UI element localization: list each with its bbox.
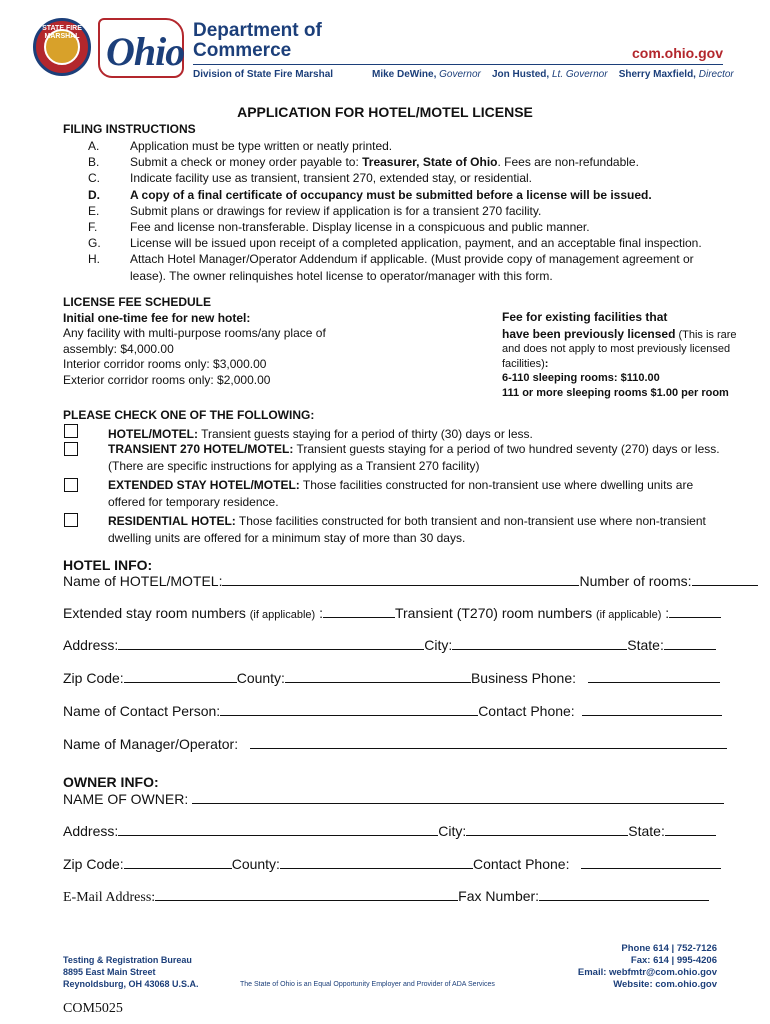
county-label: County:: [231, 856, 280, 872]
contact-phone-field[interactable]: [582, 714, 722, 716]
instruction-text: Attach Hotel Manager/Operator Addendum if applicable. (Must provide copy of management agreement or lease). The owner relinquishes hotel license to operator/manager with this form.: [130, 252, 694, 283]
fax-label: Fax Number:: [458, 888, 540, 904]
option-text: Those facilities constructed for both transient and non-transient use where non-transient dwelling units are offered for a minimum stay of more than 30 days.: [108, 514, 706, 545]
footer-phone: Phone 614 | 752-7126: [621, 943, 717, 954]
t270-rooms-field[interactable]: [669, 616, 721, 618]
zip-label: Zip Code:: [63, 670, 124, 686]
lt-governor-title: Lt. Governor: [551, 69, 608, 80]
ext-rooms-field[interactable]: [323, 616, 395, 618]
instruction-item: [88, 251, 730, 283]
fee-line: Any facility with multi-purpose rooms/any place of: [63, 326, 326, 340]
owner-email-field[interactable]: [155, 899, 458, 901]
option-text: Those facilities constructed for non-transient use where dwelling units are offered for temporary residence.: [108, 478, 694, 509]
hotel-state-field[interactable]: [664, 648, 716, 650]
existing-fee-colon: :: [544, 357, 549, 370]
owner-zip-row: [63, 856, 721, 872]
instruction-item: [88, 187, 730, 203]
instruction-item: [88, 154, 730, 170]
governor-name: Mike DeWine,: [372, 69, 437, 80]
instruction-text: Fee and license non-transferable. Display license in a conspicuous and public manner.: [130, 220, 590, 235]
instruction-letter: G.: [88, 236, 101, 251]
officials-line: [372, 69, 734, 80]
hotel-zip-row: [63, 670, 720, 686]
extended-stay-checkbox[interactable]: [64, 478, 78, 492]
residential-checkbox[interactable]: [64, 513, 78, 527]
header-website: com.ohio.gov: [632, 45, 723, 61]
hotel-county-field[interactable]: [285, 681, 471, 683]
contact-phone-label: Contact Phone:: [472, 856, 570, 872]
department-title-line1: Department of: [193, 20, 322, 41]
hotel-zip-field[interactable]: [124, 681, 237, 683]
seal-text: STATE FIRE MARSHAL: [42, 25, 82, 40]
owner-info-heading: OWNER INFO:: [63, 774, 159, 790]
filing-instructions-list: [88, 138, 730, 284]
option-extended-stay: [108, 477, 728, 511]
manager-row: [63, 736, 727, 752]
county-label: County:: [236, 670, 285, 686]
owner-city-field[interactable]: [466, 834, 628, 836]
room-numbers-row: [63, 605, 721, 621]
owner-phone-field[interactable]: [581, 867, 721, 869]
hotel-motel-checkbox[interactable]: [64, 424, 78, 438]
instruction-letter: F.: [88, 220, 98, 235]
hotel-name-field[interactable]: [222, 584, 579, 586]
hotel-info-heading: HOTEL INFO:: [63, 557, 153, 573]
contact-person-label: Name of Contact Person:: [63, 703, 221, 719]
option-residential: [108, 513, 728, 547]
equal-opportunity-statement: The State of Ohio is an Equal Opportunity Employer and Provider of ADA Services: [240, 981, 495, 988]
owner-name-row: [63, 791, 724, 807]
city-label: City:: [424, 637, 453, 653]
header-divider: [193, 64, 723, 65]
city-label: City:: [438, 823, 467, 839]
colon: :: [319, 605, 323, 621]
instruction-item: [88, 138, 730, 154]
owner-state-field[interactable]: [665, 834, 716, 836]
footer-fax: Fax: 614 | 995-4206: [630, 955, 717, 966]
ohio-logo-text: Ohio: [106, 29, 185, 74]
rooms-label: Number of rooms:: [579, 573, 692, 589]
instruction-item: [88, 203, 730, 219]
contact-person-field[interactable]: [220, 714, 478, 716]
existing-fee-heading-1: Fee for existing facilities that: [502, 310, 668, 324]
existing-fee-heading-2-row: [502, 327, 747, 372]
owner-zip-field[interactable]: [124, 867, 232, 869]
instruction-text-pre: Submit a check or money order payable to:: [130, 155, 363, 170]
existing-fee-line: 6-110 sleeping rooms: $110.00: [502, 372, 660, 384]
contact-row: [63, 703, 722, 719]
transient-270-checkbox[interactable]: [64, 442, 78, 456]
business-phone-field[interactable]: [588, 681, 720, 683]
existing-fee-heading-2: have been previously licensed: [502, 326, 676, 341]
owner-county-field[interactable]: [280, 867, 473, 869]
existing-fee-line: 111 or more sleeping rooms $1.00 per room: [502, 386, 729, 399]
director-title: Director: [698, 69, 734, 80]
hotel-city-field[interactable]: [452, 648, 627, 650]
director-name: Sherry Maxfield,: [618, 69, 696, 80]
if-applicable-note: (if applicable): [595, 609, 662, 621]
city-address: Reynoldsburg, OH 43068 U.S.A.: [63, 979, 199, 989]
instruction-text: License will be issued upon receipt of a completed application, payment, and an acceptable final inspection.: [130, 236, 702, 251]
t270-rooms-label: Transient (T270) room numbers: [394, 605, 593, 621]
existing-facility-fees: [502, 310, 747, 400]
fee-line: assembly: $4,000.00: [63, 341, 174, 356]
if-applicable-note: (if applicable): [249, 609, 316, 621]
instruction-item: [88, 170, 730, 186]
check-heading: PLEASE CHECK ONE OF THE FOLLOWING:: [63, 408, 315, 422]
footer-address: [63, 954, 199, 990]
email-label: E-Mail Address:: [63, 890, 156, 905]
instruction-text: [130, 154, 730, 170]
lt-governor-name: Jon Husted,: [491, 69, 550, 80]
page-title: APPLICATION FOR HOTEL/MOTEL LICENSE: [237, 104, 533, 120]
owner-address-row: [63, 823, 716, 839]
option-transient-270: [108, 441, 728, 475]
state-label: State:: [627, 637, 664, 653]
option-label: TRANSIENT 270 HOTEL/MOTEL:: [108, 442, 294, 456]
filing-heading: FILING INSTRUCTIONS: [63, 122, 196, 136]
instruction-letter: A.: [88, 139, 100, 153]
footer-contact: [578, 943, 717, 991]
instruction-text: Indicate facility use as transient, transient 270, extended stay, or residential.: [130, 171, 532, 186]
division-name: Division of State Fire Marshal: [193, 69, 334, 80]
rooms-field[interactable]: [692, 584, 758, 586]
footer-website[interactable]: Website: com.ohio.gov: [613, 979, 717, 990]
instruction-item: [88, 219, 730, 235]
instruction-letter: H.: [88, 252, 100, 267]
instruction-letter: E.: [88, 203, 100, 218]
fee-line: Interior corridor rooms only: $3,000.00: [63, 357, 267, 371]
contact-phone-label: Contact Phone:: [478, 703, 575, 719]
instruction-item: [88, 235, 730, 251]
instruction-letter: B.: [88, 155, 100, 170]
option-label: EXTENDED STAY HOTEL/MOTEL:: [108, 478, 300, 492]
new-hotel-fees: [63, 295, 326, 388]
option-text: Transient guests staying for a period of thirty (30) days or less.: [198, 427, 533, 441]
hotel-name-label: Name of HOTEL/MOTEL:: [63, 573, 223, 589]
hotel-name-row: [63, 573, 758, 589]
new-hotel-fee-heading: Initial one-time fee for new hotel:: [63, 310, 251, 325]
instruction-text: Submit plans or drawings for review if application is for a transient 270 facility.: [130, 203, 542, 218]
ext-rooms-label: Extended stay room numbers: [63, 605, 246, 621]
option-text: Transient guests staying for a period of two hundred seventy (270) days or less. (There are specific instructions for applying as a Transient 270 facility): [108, 442, 720, 473]
governor-title: Governor: [439, 69, 481, 80]
manager-label: Name of Manager/Operator:: [63, 736, 239, 752]
instruction-letter: D.: [88, 187, 100, 202]
business-phone-label: Business Phone:: [470, 670, 577, 686]
option-label: HOTEL/MOTEL:: [108, 427, 198, 441]
hotel-address-field[interactable]: [118, 648, 424, 650]
zip-label: Zip Code:: [63, 856, 124, 872]
owner-name-field[interactable]: [192, 802, 724, 804]
address-label: Address:: [63, 637, 119, 653]
department-title-line2: Commerce: [193, 40, 292, 61]
option-label: RESIDENTIAL HOTEL:: [108, 514, 236, 528]
form-id: COM5025: [63, 1001, 123, 1016]
fee-line: Exterior corridor rooms only: $2,000.00: [63, 372, 271, 387]
street-address: 8895 East Main Street: [63, 967, 156, 977]
fire-marshal-seal: [33, 18, 91, 76]
state-label: State:: [628, 823, 665, 839]
existing-fee-note: (This is rare and does not apply to most previously licensed facilities): [502, 328, 737, 370]
payee-name: Treasurer, State of Ohio: [362, 155, 498, 170]
fee-schedule-heading: LICENSE FEE SCHEDULE: [63, 295, 212, 309]
owner-email-row: [63, 888, 709, 906]
owner-fax-field[interactable]: [539, 899, 709, 901]
footer-email[interactable]: Email: webfmtr@com.ohio.gov: [577, 967, 717, 978]
owner-name-label: NAME OF OWNER:: [63, 791, 189, 807]
colon: :: [665, 605, 670, 621]
instruction-letter: C.: [88, 171, 100, 186]
instruction-text: A copy of a final certificate of occupancy must be submitted before a license will be issued.: [130, 187, 652, 202]
instruction-text-post: . Fees are non-refundable.: [497, 155, 639, 170]
manager-field[interactable]: [250, 747, 727, 749]
bureau-name: Testing & Registration Bureau: [63, 955, 192, 965]
owner-address-field[interactable]: [118, 834, 438, 836]
address-label: Address:: [63, 823, 119, 839]
instruction-text: Application must be type written or neatly printed.: [130, 139, 393, 153]
hotel-address-row: [63, 637, 716, 653]
